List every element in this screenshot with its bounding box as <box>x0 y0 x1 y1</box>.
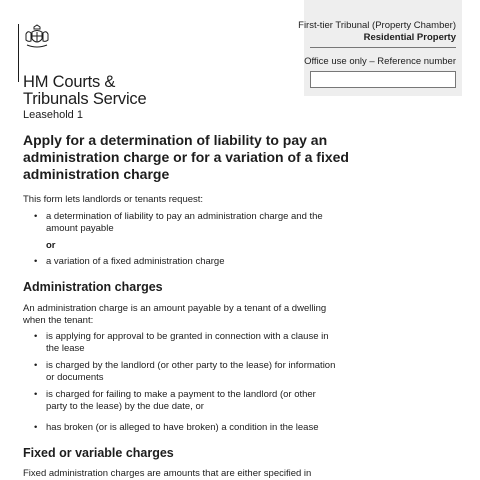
form-code: Leasehold 1 <box>23 109 83 121</box>
tribunal-name: First-tier Tribunal (Property Chamber) <box>298 20 456 31</box>
section-heading-fixed: Fixed or variable charges <box>23 446 174 460</box>
logo-divider <box>18 24 19 82</box>
chamber-division: Residential Property <box>363 32 456 43</box>
fixed-intro: Fixed administration charges are amounts that are either specified in <box>23 468 312 479</box>
bullet-icon: • <box>34 211 38 222</box>
bullet-icon: • <box>34 389 38 400</box>
hmcts-logo <box>18 24 158 108</box>
office-use-panel <box>298 0 462 96</box>
office-use-label: Office use only – Reference number <box>304 56 456 67</box>
panel-divider <box>310 47 456 48</box>
list-item: is charged for failing to make a payment to the landlord (or other party to the lease) by the due date, or <box>46 389 316 412</box>
or-separator: or <box>46 240 56 251</box>
list-item: a determination of liability to pay an administration charge and the amount payable <box>46 211 323 234</box>
royal-crest-icon <box>23 24 51 50</box>
bullet-icon: • <box>34 331 38 342</box>
admin-intro: An administration charge is an amount payable by a tenant of a dwelling when the tenant: <box>23 303 327 326</box>
list-item: is applying for approval to be granted in connection with a clause in the lease <box>46 331 329 354</box>
intro-text: This form lets landlords or tenants request: <box>23 194 204 205</box>
section-heading-admin: Administration charges <box>23 280 163 294</box>
list-item: a variation of a fixed administration charge <box>46 256 225 267</box>
bullet-icon: • <box>34 256 38 267</box>
page-title: Apply for a determination of liability to pay an administration charge or for a variation of a fixed administration charge <box>23 132 349 182</box>
reference-number-field[interactable] <box>310 71 456 88</box>
list-item: is charged by the landlord (or other party to the lease) for information or documents <box>46 360 336 383</box>
bullet-icon: • <box>34 360 38 371</box>
list-item: has broken (or is alleged to have broken) a condition in the lease <box>46 422 319 433</box>
logo-name-line1: HM Courts & <box>23 73 116 91</box>
logo-name-line2: Tribunals Service <box>23 90 147 108</box>
bullet-icon: • <box>34 422 38 433</box>
